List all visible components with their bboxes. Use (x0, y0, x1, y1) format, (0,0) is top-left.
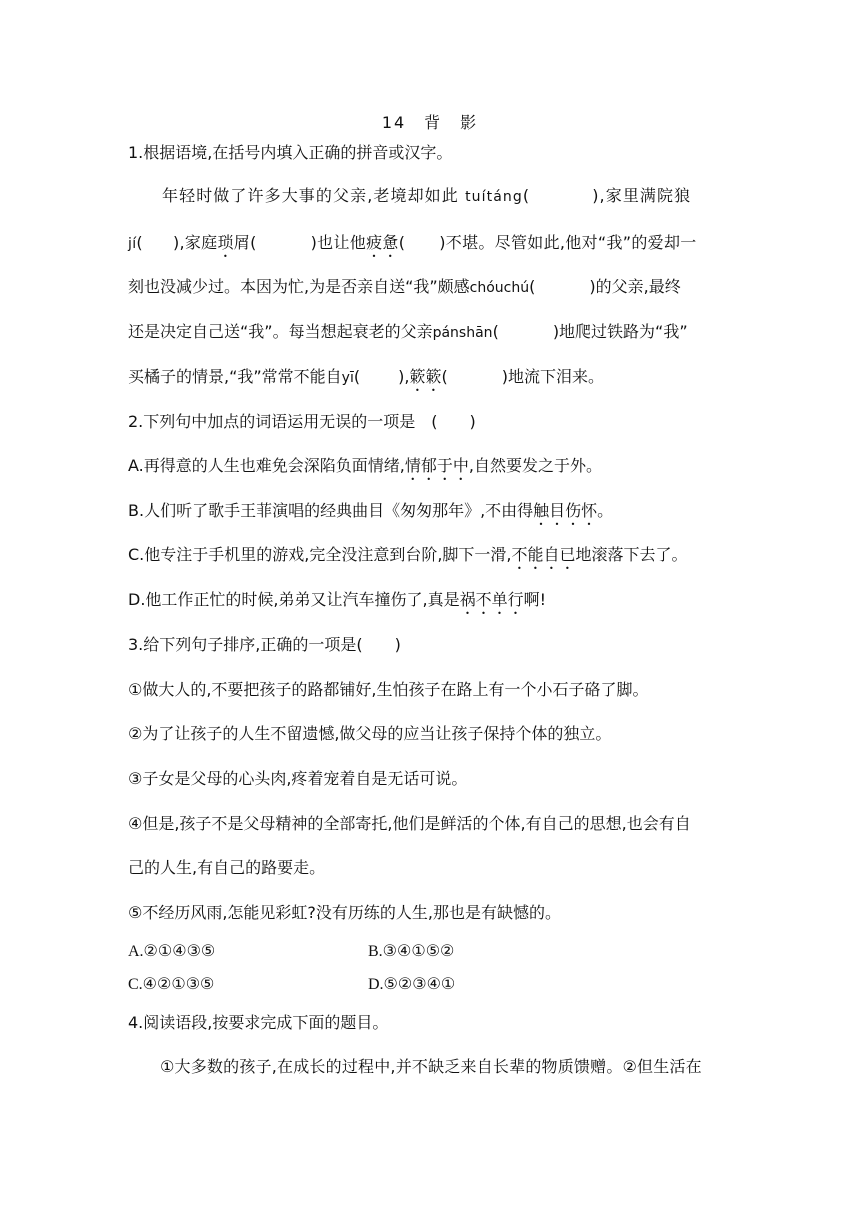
q3-sentence-4-cont: 己的人生,有自己的路要走。 (128, 858, 326, 877)
q1-text: )地爬过铁路为“我” (552, 322, 688, 341)
pinyin-panshan: pánshān (432, 325, 493, 341)
q1-text: 买橘子的情景,“我”常常不能自 (128, 367, 342, 386)
q2-option-b (128, 500, 613, 529)
q1-text: )不堪。尽管如此,他对“我”的爱却一 (439, 233, 697, 252)
q3-option-c[interactable]: C.④②①③⑤ (128, 976, 215, 993)
option-text: 地滚落下去了。 (575, 545, 688, 564)
dotted-word: 不能自已 (511, 545, 576, 564)
q1-text: ),家庭 (172, 233, 218, 252)
option-text: D.他工作正忙的时候,弟弟又让汽车撞伤了,真是 (128, 590, 460, 609)
paren-open: ( (492, 322, 499, 341)
dotted-word: 触目伤怀 (533, 501, 598, 520)
q3-sentence-1: ①做大人的,不要把孩子的路都铺好,生怕孩子在路上有一个小石子硌了脚。 (128, 680, 649, 699)
option-text: 啊! (523, 590, 547, 609)
q3-option-b[interactable]: B.③④①⑤② (368, 943, 455, 960)
option-text: ,自然要发之于外。 (468, 456, 602, 475)
q1-text: )地流下泪来。 (501, 367, 604, 386)
paren-open: ( (353, 367, 361, 386)
q1-line-1 (162, 185, 691, 208)
q1-text: )也让他 (310, 233, 367, 252)
q1-text: 屑( (233, 233, 257, 252)
q2-option-a (128, 455, 602, 484)
paren-open: ( (398, 233, 406, 252)
q3-sentence-5: ⑤不经历风雨,怎能见彩虹?没有历练的人生,那也是有缺憾的。 (128, 903, 562, 922)
q1-text: ), (398, 367, 410, 386)
q1-line-4 (128, 321, 688, 344)
option-text: C.他专注于手机里的游戏,完全没注意到台阶,脚下一滑, (128, 545, 512, 564)
option-text: 。 (597, 501, 614, 520)
q1-text: 年轻时做了许多大事的父亲,老境却如此 (162, 186, 459, 205)
dotted-word: 情郁于中 (404, 456, 469, 475)
q1-text: ),家里满院狼 (592, 186, 692, 205)
pinyin-yi: yī (341, 370, 354, 386)
pinyin-ji: jí (128, 236, 137, 252)
paren-open: ( (529, 277, 536, 296)
q1-line-3 (128, 276, 681, 299)
paren-open: ( (522, 186, 531, 205)
dotted-word: 疲惫 (366, 233, 399, 252)
paren-open: ( (441, 367, 448, 386)
pinyin-chouchu: chóuchú (469, 280, 530, 296)
q1-stem: 1.根据语境,在括号内填入正确的拼音或汉字。 (128, 143, 453, 162)
q3-options-row-2 (128, 974, 748, 996)
pinyin-tuitang: tuítáng (465, 189, 523, 205)
dotted-word: 簌簌 (409, 367, 442, 386)
option-text: B.人们听了歌手王菲演唱的经典曲目《匆匆那年》,不由得 (128, 501, 534, 520)
q1-text: 刻也没减少过。本因为忙,为是否亲自送“我”颇感 (128, 277, 470, 296)
q3-sentence-4: ④但是,孩子不是父母精神的全部寄托,他们是鲜活的个体,有自己的思想,也会有自 (128, 814, 691, 833)
q2-stem: 2.下列句中加点的词语运用无误的一项是 ( ) (128, 412, 476, 431)
q1-line-5 (128, 366, 604, 395)
q4-stem: 4.阅读语段,按要求完成下面的题目。 (128, 1013, 389, 1032)
q1-line-2 (128, 232, 697, 261)
option-text: A.再得意的人生也难免会深陷负面情绪, (128, 456, 405, 475)
dotted-char: 琐 (217, 233, 234, 252)
q3-options-row-1 (128, 941, 748, 963)
q3-option-d[interactable]: D.⑤②③④① (368, 976, 456, 993)
q1-text: 还是决定自己送“我”。每当想起衰老的父亲 (128, 322, 433, 341)
q4-paragraph: ①大多数的孩子,在成长的过程中,并不缺乏来自长辈的物质馈赠。②但生活在 (160, 1057, 702, 1076)
dotted-word: 祸不单行 (459, 590, 524, 609)
page-title: 14 背 影 (381, 113, 479, 132)
q2-option-c (128, 544, 688, 573)
q1-text: )的父亲,最终 (589, 277, 681, 296)
q2-option-d (128, 589, 546, 618)
q3-sentence-2: ②为了让孩子的人生不留遗憾,做父母的应当让孩子保持个体的独立。 (128, 724, 612, 743)
q3-sentence-3: ③子女是父母的心头肉,疼着宠着自是无话可说。 (128, 769, 468, 788)
q3-option-a[interactable]: A.②①④③⑤ (128, 943, 216, 960)
paren-open: ( (136, 233, 143, 252)
q3-stem: 3.给下列句子排序,正确的一项是( ) (128, 635, 401, 654)
